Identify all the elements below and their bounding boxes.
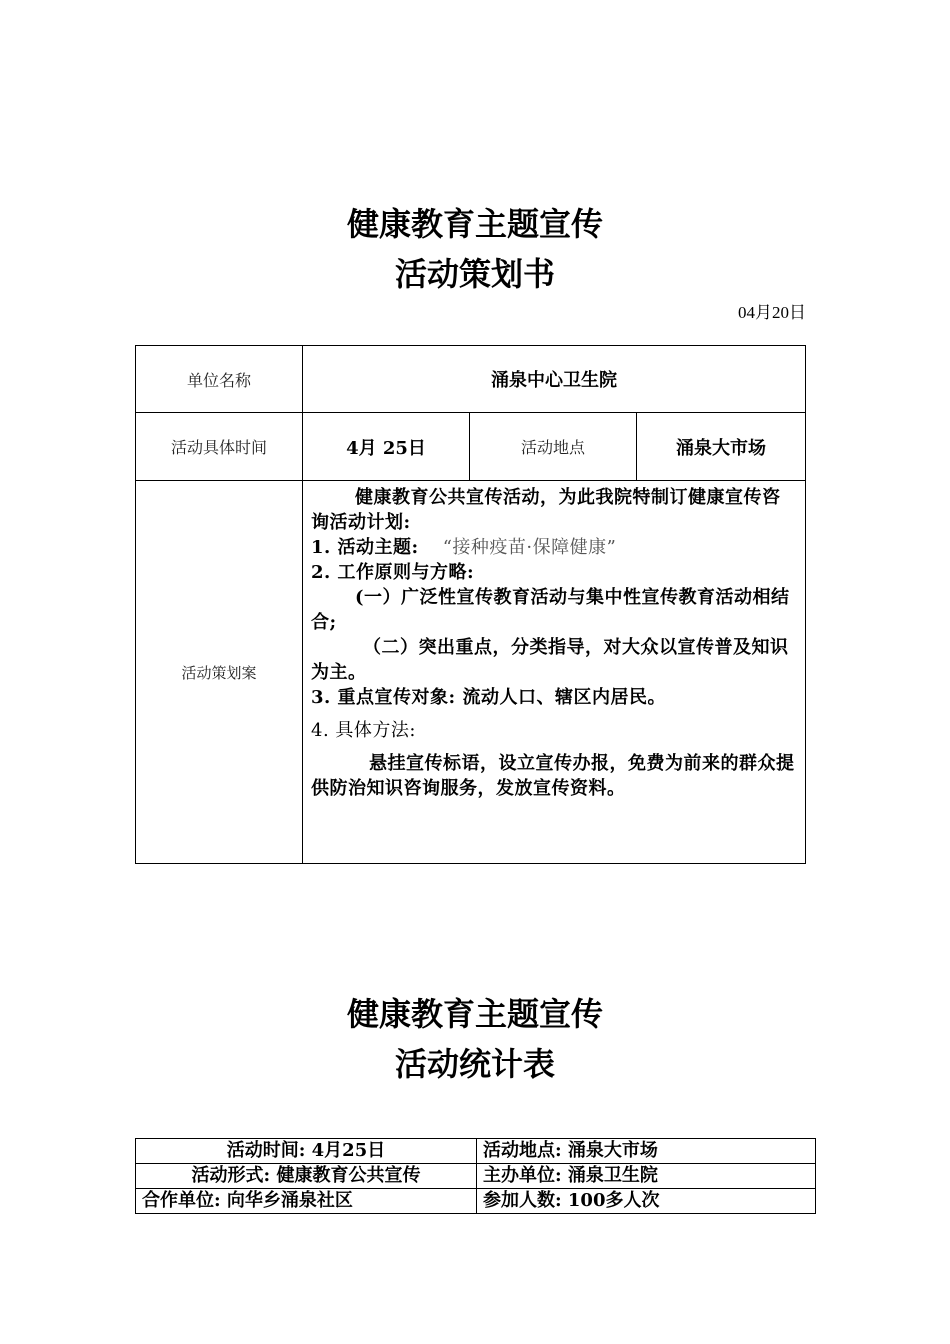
scheme-item-4: 4. 具体方法: xyxy=(311,720,416,741)
stats-table xyxy=(135,1138,816,1214)
unit-value: 涌泉中心卫生院 xyxy=(303,346,806,413)
stats-cell-partner: 合作单位: 向华乡涌泉社区 xyxy=(136,1189,477,1214)
stats-title-line2: 活动统计表 xyxy=(394,1045,555,1083)
plan-table xyxy=(135,345,806,864)
place-label: 活动地点 xyxy=(470,413,637,481)
stats-cell-host: 主办单位: 涌泉卫生院 xyxy=(477,1164,816,1189)
time-value: 4月 25日 xyxy=(303,413,470,481)
item1-prefix: 1. 活动主题: xyxy=(311,537,419,558)
unit-label: 单位名称 xyxy=(136,346,303,413)
plan-title-line2: 活动策划书 xyxy=(394,255,555,293)
document-date: 04月20日 xyxy=(738,303,806,322)
place-value: 涌泉大市场 xyxy=(637,413,806,481)
stats-title-line1: 健康教育主题宣传 xyxy=(346,995,603,1033)
stats-row xyxy=(136,1139,816,1164)
item1-theme: “接种疫苗·保障健康” xyxy=(442,537,617,558)
scheme-item-1 xyxy=(311,535,797,560)
scheme-item-2-sub1: (一）广泛性宣传教育活动与集中性宣传教育活动相结合; xyxy=(311,587,790,633)
stats-cell-form: 活动形式: 健康教育公共宣传 xyxy=(136,1164,477,1189)
plan-title-line1: 健康教育主题宣传 xyxy=(346,205,603,243)
scheme-item-4-body: 悬挂宣传标语，设立宣传办报，免费为前来的群众提供防治知识咨询服务，发放宣传资料。 xyxy=(311,753,795,799)
scheme-item-2: 2. 工作原则与方略: xyxy=(311,562,475,583)
scheme-label: 活动策划案 xyxy=(136,481,303,864)
stats-row xyxy=(136,1189,816,1214)
stats-cell-place: 活动地点: 涌泉大市场 xyxy=(477,1139,816,1164)
scheme-item-3: 3. 重点宣传对象: 流动人口、辖区内居民。 xyxy=(311,687,666,708)
stats-cell-time: 活动时间: 4月25日 xyxy=(136,1139,477,1164)
stats-cell-participants: 参加人数: 100多人次 xyxy=(477,1189,816,1214)
time-label: 活动具体时间 xyxy=(136,413,303,481)
scheme-item-2-sub2: （二）突出重点，分类指导，对大众以宣传普及知识为主。 xyxy=(311,637,789,683)
stats-row xyxy=(136,1164,816,1189)
scheme-body xyxy=(303,481,806,864)
scheme-intro: 健康教育公共宣传活动，为此我院特制订健康宣传咨询活动计划: xyxy=(311,487,781,533)
